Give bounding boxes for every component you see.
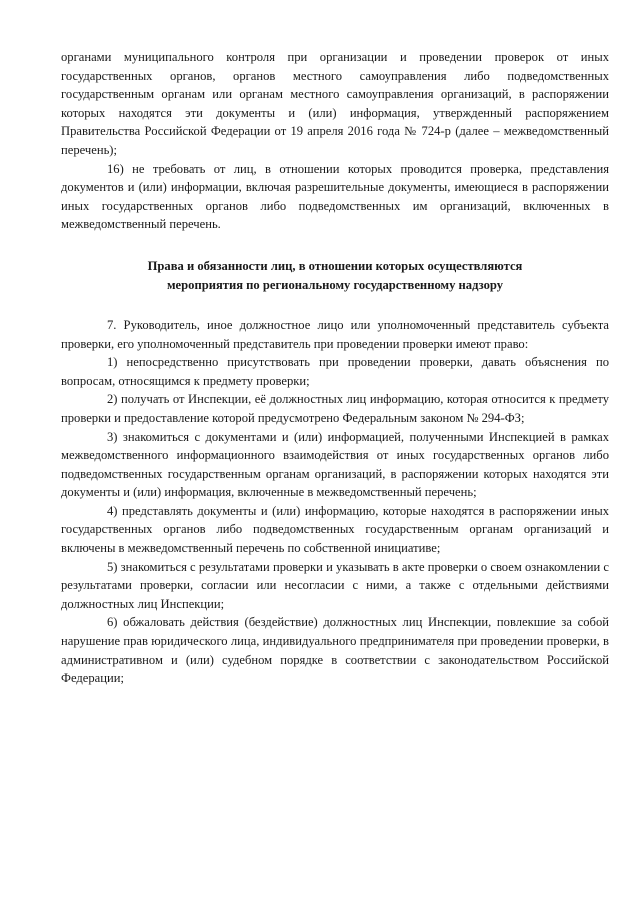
list-item: 5) знакомиться с результатами проверки и указывать в акте проверки о своем ознакомлении с результатами проверки, согласии или несогласии с ними, а также с отдельными действиями должностных лиц Инспекции; bbox=[61, 559, 609, 611]
list-item: 4) представлять документы и (или) информацию, которые находятся в распоряжении иных государственных органов либо подведомственных государственным органам организаций и включены в межведомственный перечень по собственной инициативе; bbox=[61, 503, 609, 556]
spacer bbox=[61, 234, 609, 257]
list-item: 6) обжаловать действия (бездействие) должностных лиц Инспекции, повлекшие за собой нарушение прав юридического лица, индивидуального предпринимателя при проведении проверки, в административном и (или) судебном порядке в соответствии с законодательством Российской Федерации; bbox=[61, 615, 609, 686]
list-item: 1) непосредственно присутствовать при проведении проверки, давать объяснения по вопросам, относящимся к предмету проверки; bbox=[61, 355, 609, 388]
document-body bbox=[61, 48, 609, 688]
spacer bbox=[61, 295, 609, 316]
list-item: 3) знакомиться с документами и (или) информацией, полученными Инспекцией в рамках межведомственного информационного взаимодействия от иных государственных органов либо подведомственных государственным органам организаций, в распоряжении которых находятся эти документы и (или) информация, включенные в межведомственный перечень; bbox=[61, 429, 609, 500]
paragraph-continuation: органами муниципального контроля при организации и проведении проверок от иных государственных органов, органов местного самоуправления либо подведомственных государственным органам или органам местного самоуправления организаций, в распоряжении которых находятся эти документы и (или) информация, утвержденный распоряжением Правительства Российской Федерации от 19 апреля 2016 года № 724-р (далее – межведомственный перечень); bbox=[61, 50, 609, 157]
clause-7-intro: 7. Руководитель, иное должностное лицо или уполномоченный представитель субъекта проверки, его уполномоченный представитель при проведении проверки имеют право: bbox=[61, 317, 609, 351]
list-item-16: 16) не требовать от лиц, в отношении которых проводится проверка, представления документов и (или) информации, включая разрешительные документы, имеющиеся в распоряжении иных государственных органов либо подведомственных им организаций, включенных в межведомственный перечень. bbox=[61, 161, 609, 232]
list-item: 2) получать от Инспекции, её должностных лиц информацию, которая относится к предмету проверки и предоставление которой предусмотрено Федеральным законом № 294-ФЗ; bbox=[61, 392, 609, 425]
section-heading: Права и обязанности лиц, в отношении которых осуществляются мероприятия по региональному государственному надзору bbox=[147, 258, 523, 292]
